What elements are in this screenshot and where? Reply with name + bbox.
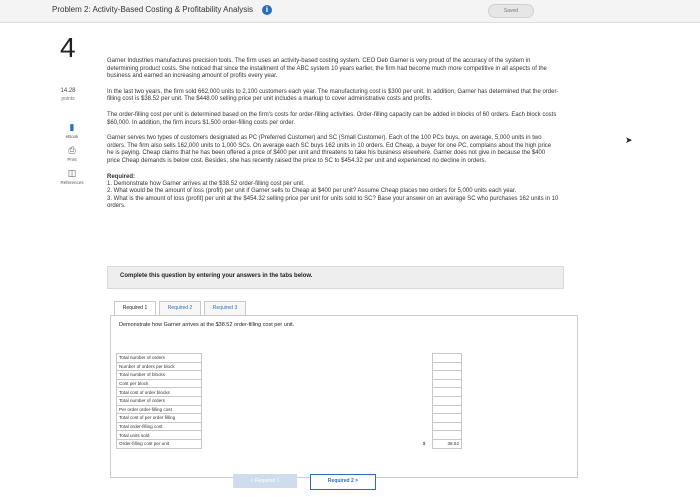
dollar-sign [416, 422, 433, 431]
tab-required-1[interactable]: Required 1 [114, 301, 156, 316]
table-row [117, 388, 462, 397]
answer-input[interactable] [433, 388, 462, 397]
tab-required-3[interactable]: Required 3 [204, 301, 246, 316]
required-item-2: 2. What would be the amount of loss (profit) per unit if Garner sells to Cheap at $400 per unit? Assume Cheap places two orders for 5,000 units each year. [107, 188, 517, 195]
print-button[interactable] [52, 146, 92, 162]
dollar-sign [416, 362, 433, 371]
mouse-cursor-icon: ➤ [625, 136, 633, 146]
table-row [117, 422, 462, 431]
answer-input[interactable] [433, 405, 462, 414]
table-row [117, 379, 462, 388]
required-item-1: 1. Demonstrate how Garner arrives at the $38.52 order-filling cost per unit. [107, 180, 305, 187]
references-icon: ◫ [67, 169, 77, 179]
ebook-label: eBook [65, 134, 79, 139]
row-label[interactable]: Order-filling cost per unit [117, 439, 202, 448]
points-label: points [61, 96, 75, 102]
dollar-sign [416, 414, 433, 423]
answer-table [116, 353, 462, 449]
instructions-text: Complete this question by entering your answers in the tabs below. [120, 273, 313, 279]
dollar-sign [416, 354, 433, 363]
row-label[interactable]: Per order order-filling cost [117, 405, 202, 414]
row-label[interactable]: Number of orders per block [117, 362, 202, 371]
row-label[interactable]: Total number of blocks [117, 371, 202, 380]
row-label[interactable]: Cost per block [117, 379, 202, 388]
row-label[interactable]: Total cost of order blocks [117, 388, 202, 397]
dollar-sign [416, 396, 433, 405]
table-row [117, 414, 462, 423]
tab-required-2[interactable]: Required 2 [159, 301, 201, 316]
dollar-sign [416, 388, 433, 397]
print-icon: ⎙ [68, 146, 76, 156]
row-label[interactable]: Total number of orders [117, 354, 202, 363]
info-icon[interactable]: i [262, 5, 272, 15]
answer-panel [110, 315, 578, 478]
dollar-sign [416, 405, 433, 414]
points-display [48, 87, 88, 103]
problem-paragraph: Garner serves two types of customers designated as PC (Preferred Customer) and SC (Small Customer). Each of the 100 PCs buys, on average, 5,000 units in two orders. The firm also sells 162,000 units to 1,000 SCs. On average each SC buys 162 units in 10 orders. Ed Cheap, a buyer for one PC, complains about the high price he is paying. Cheap claims that he has been offered a price of $400 per unit and threatens to take his business elsewhere. Garner does not give in because the $400 price Cheap demands is below cost. Besides, she has recently raised the price to SC to $454.32 per unit and experienced no decline in orders. [107, 135, 552, 164]
answer-input[interactable]: 38.52 [433, 439, 462, 448]
table-row [117, 354, 462, 363]
answer-input[interactable] [433, 354, 462, 363]
answer-input[interactable] [433, 379, 462, 388]
prev-required-button[interactable]: < Required 1 [233, 474, 297, 488]
row-label[interactable]: Total order-filling cost [117, 422, 202, 431]
answer-input[interactable] [433, 362, 462, 371]
next-required-button[interactable]: Required 2 > [310, 474, 376, 490]
book-icon: ▮ [69, 123, 75, 133]
answer-input[interactable] [433, 422, 462, 431]
answer-input[interactable] [433, 414, 462, 423]
references-button[interactable] [52, 169, 92, 185]
table-row [117, 362, 462, 371]
panel-prompt: Demonstrate how Garner arrives at the $38.52 order-filling cost per unit. [119, 322, 295, 328]
instructions-box [107, 266, 564, 289]
row-label[interactable]: Total units sold [117, 431, 202, 440]
problem-paragraph: The order-filling cost per unit is determined based on the firm's costs for order-filling activities. Order-filling capacity can be added in blocks of 60 orders. Each block costs $60,000. In addition, the firm incurs $1,500 order-filling costs per order. [107, 111, 557, 126]
question-number: 4 [60, 32, 76, 63]
problem-paragraph: In the last two years, the firm sold 662,000 units to 2,100 customers each year. The manufacturing cost is $300 per unit. In addition, Garner has determined that the order-filling cost is $38.52 per unit. The $448.00 selling price per unit includes a markup to cover administrative costs and profits. [107, 88, 559, 103]
answer-input[interactable] [433, 371, 462, 380]
table-row [117, 431, 462, 440]
dollar-sign [416, 379, 433, 388]
references-label: References [60, 180, 84, 185]
answer-input[interactable] [433, 431, 462, 440]
required-heading: Required: [107, 173, 136, 180]
ebook-button[interactable] [52, 123, 92, 139]
print-label: Print [67, 157, 77, 162]
points-value: 14.28 [60, 88, 76, 94]
table-row [117, 396, 462, 405]
problem-paragraph: Garner Industries manufactures precision tools. The firm uses an activity-based costing system. CEO Deb Garner is very proud of the accuracy of the system in determining product costs. She noticed that since the installment of the ABC system 10 years earlier, the firm had become much more competitive in all aspects of the business and earned an increasing amount of profits every year. [107, 58, 547, 80]
row-label[interactable]: Total number of orders [117, 396, 202, 405]
table-row [117, 405, 462, 414]
answer-input[interactable] [433, 396, 462, 405]
problem-text [107, 58, 559, 211]
saved-indicator: Saved [488, 4, 534, 18]
table-row [117, 371, 462, 380]
dollar-sign [416, 371, 433, 380]
top-bar [0, 0, 700, 23]
table-row [117, 439, 462, 448]
problem-title: Problem 2: Activity-Based Costing & Profitability Analysis [52, 5, 253, 14]
dollar-sign: $ [422, 441, 426, 447]
required-item-3: 3. What is the amount of loss (profit) per unit at the $454.32 selling price per unit for units sold to SC? Base your answer on an average SC who purchases 162 units in 10 orders. [107, 195, 559, 210]
row-label[interactable]: Total cost of per order filling [117, 414, 202, 423]
dollar-sign [416, 431, 433, 440]
